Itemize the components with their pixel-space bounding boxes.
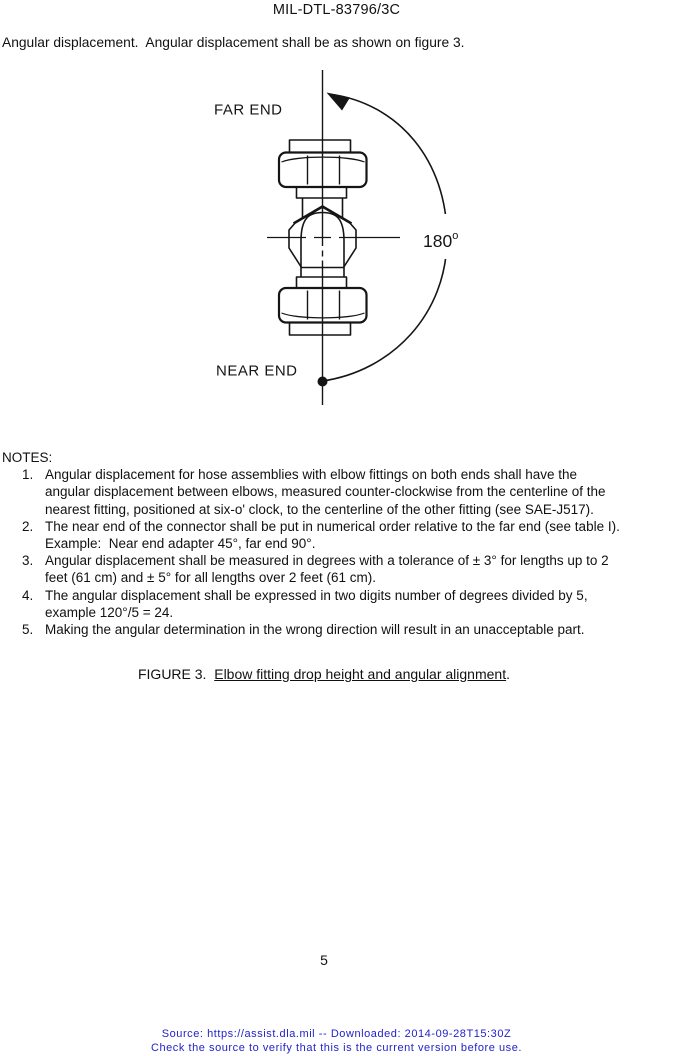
note-text: Angular displacement for hose assemblies with elbow fittings on both ends shall have the angular displacement between elbows, measured counter-clockwise from the centerline of the nearest fitting, positioned at six-o' clock, to the centerline of the other fitting (see SAE-J517). (45, 467, 606, 517)
datum-dot (318, 377, 328, 387)
note-number: 5. (22, 622, 34, 638)
notes-heading: NOTES: (2, 450, 53, 465)
far-end-label: FAR END (214, 101, 283, 119)
arrowhead-icon (327, 93, 351, 111)
note-number: 2. (22, 518, 34, 534)
notes-section (2, 449, 662, 638)
figure-caption-prefix: FIGURE 3. (137, 666, 207, 682)
top-tube (290, 140, 351, 153)
footer-verify-line: Check the source to verify that this is the current version before use. (150, 1041, 523, 1054)
note-text: The near end of the connector shall be put in numerical order relative to the far end (see table I). Example: Near end adapter 45°, far end 90°. (45, 518, 620, 552)
note-text: The angular displacement shall be expressed in two digits number of degrees divided by 5, example 120°/5 = 24. (45, 587, 588, 620)
note-item-2 (2, 518, 662, 552)
footer-source-line: Source: https://assist.dla.mil -- Downloaded: 2014-09-28T15:30Z (161, 1028, 512, 1040)
figure-drawing (140, 60, 500, 415)
figure-caption-title: Elbow fitting drop height and angular alignment (214, 666, 507, 682)
angle-label: 180$^o$ (423, 230, 459, 251)
note-item-1 (2, 466, 662, 518)
bottom-tube (290, 323, 351, 336)
page-number: 5 (320, 952, 328, 968)
intro-paragraph: Angular displacement. Angular displacement shall be as shown on figure 3. (2, 35, 465, 50)
bottom-flange (297, 277, 347, 288)
note-item-3 (2, 552, 662, 586)
note-item-4 (2, 587, 662, 621)
note-text: Angular displacement shall be measured in degrees with a tolerance of ± 3° for lengths up to 2 feet (61 cm) and ± 5° for all lengths over 2 feet (61 cm). (45, 553, 609, 586)
figure-caption (0, 666, 648, 682)
note-number: 4. (22, 587, 34, 603)
document-title: MIL-DTL-83796/3C (272, 2, 401, 18)
note-text: Making the angular determination in the wrong direction will result in an unacceptable part. (45, 622, 585, 638)
footer-notice (0, 1028, 673, 1055)
note-number: 1. (22, 467, 34, 483)
top-flange (297, 187, 347, 198)
figure-caption-suffix: . (506, 666, 510, 682)
note-item-5 (2, 621, 662, 638)
near-end-label: NEAR END (216, 362, 298, 380)
note-number: 3. (22, 553, 34, 569)
